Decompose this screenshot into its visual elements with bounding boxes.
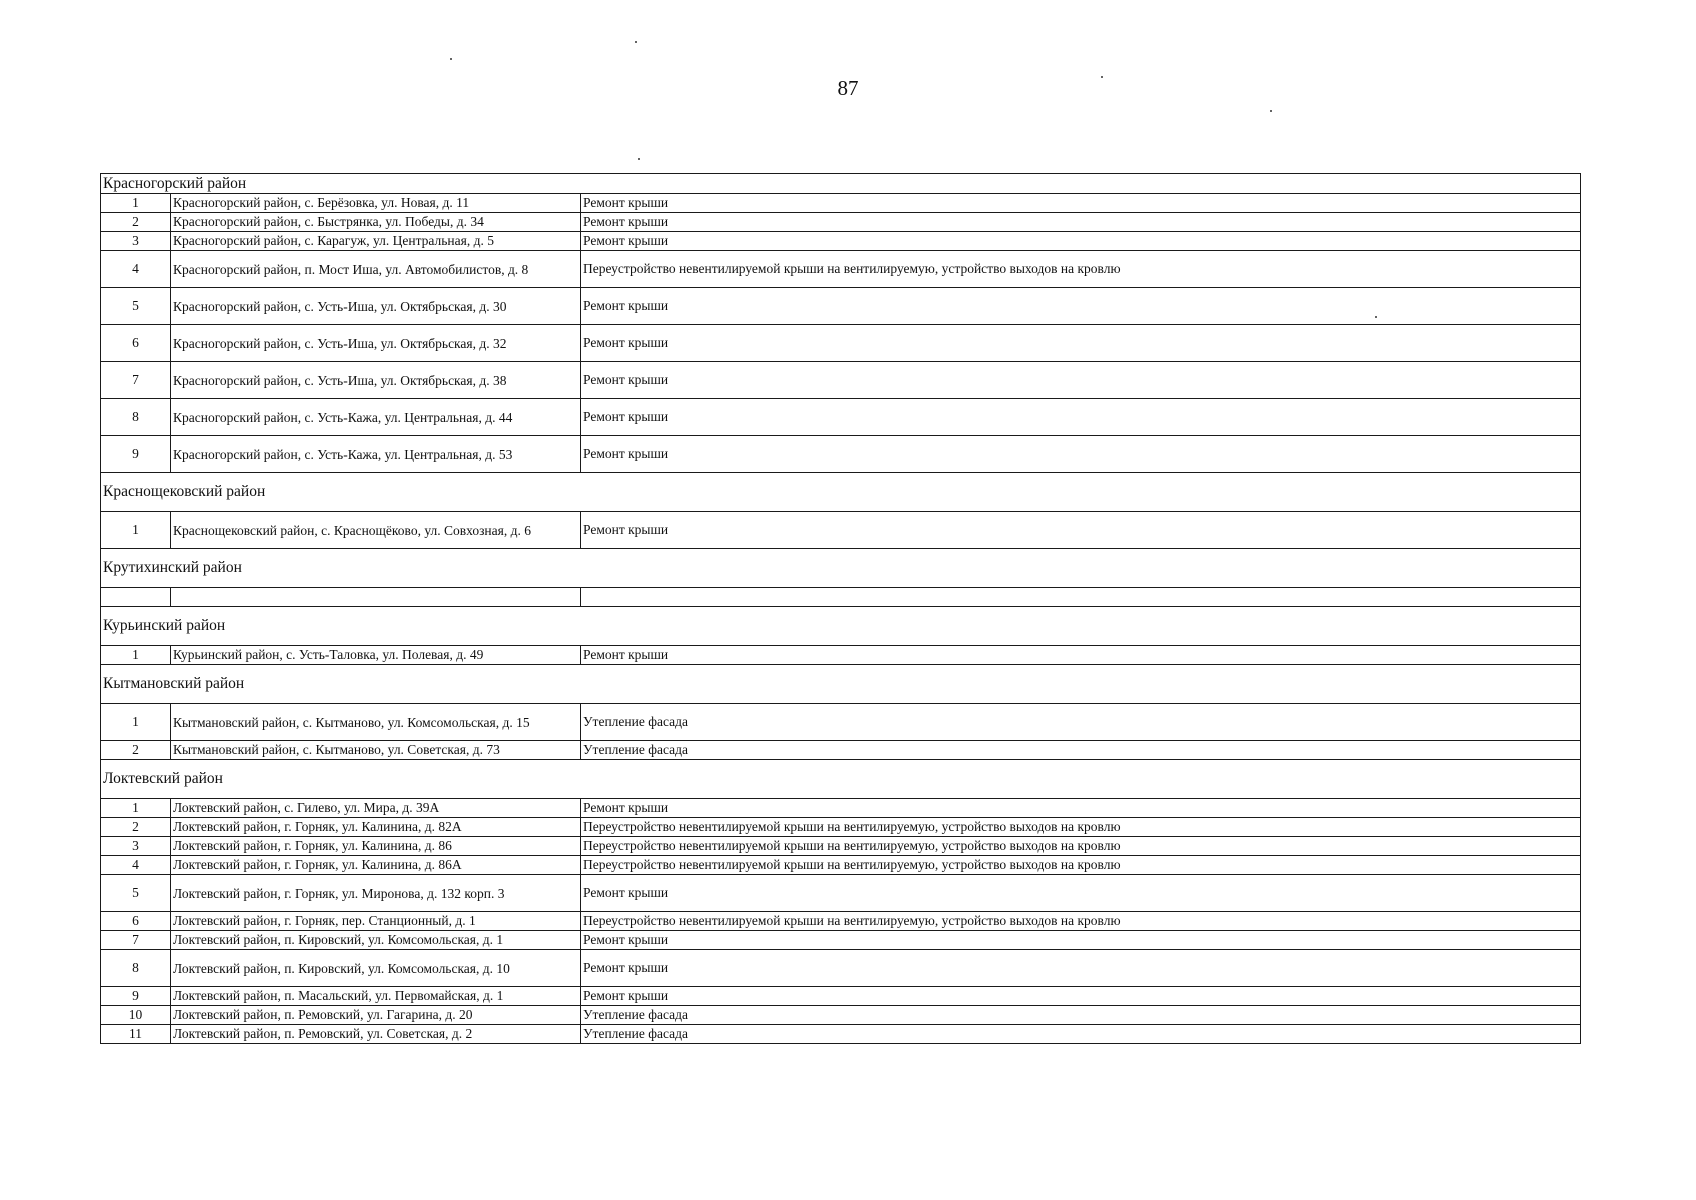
row-number: 3 [101, 232, 171, 251]
row-address: Локтевский район, п. Кировский, ул. Комсомольская, д. 10 [171, 950, 581, 987]
table-row [101, 512, 1581, 549]
row-work-type: Переустройство невентилируемой крыши на вентилируемую, устройство выходов на кровлю [581, 837, 1581, 856]
table-row [101, 1025, 1581, 1044]
row-address: Красногорский район, с. Берёзовка, ул. Новая, д. 11 [171, 194, 581, 213]
table-row [101, 818, 1581, 837]
row-number: 7 [101, 362, 171, 399]
row-number: 4 [101, 856, 171, 875]
row-number: 8 [101, 950, 171, 987]
row-number: 2 [101, 818, 171, 837]
row-address: Локтевский район, г. Горняк, ул. Калинина, д. 82А [171, 818, 581, 837]
row-work-type: Переустройство невентилируемой крыши на вентилируемую, устройство выходов на кровлю [581, 912, 1581, 931]
table-row [101, 232, 1581, 251]
row-work-type: Ремонт крыши [581, 288, 1581, 325]
row-address: Локтевский район, п. Ремовский, ул. Гагарина, д. 20 [171, 1006, 581, 1025]
row-address: Красногорский район, с. Усть-Кажа, ул. Центральная, д. 44 [171, 399, 581, 436]
row-number: 6 [101, 912, 171, 931]
row-work-type-empty [581, 588, 1581, 607]
table-row [101, 987, 1581, 1006]
row-work-type: Ремонт крыши [581, 931, 1581, 950]
district-header-row [101, 607, 1581, 646]
table-row [101, 912, 1581, 931]
row-number: 1 [101, 194, 171, 213]
scan-speck [638, 158, 640, 160]
row-address: Красногорский район, с. Карагуж, ул. Центральная, д. 5 [171, 232, 581, 251]
row-address: Кытмановский район, с. Кытманово, ул. Советская, д. 73 [171, 741, 581, 760]
table-row [101, 741, 1581, 760]
row-address: Локтевский район, г. Горняк, ул. Миронова, д. 132 корп. 3 [171, 875, 581, 912]
table-row [101, 194, 1581, 213]
row-work-type: Ремонт крыши [581, 436, 1581, 473]
district-name: Курьинский район [101, 607, 1581, 646]
row-address: Курьинский район, с. Усть-Таловка, ул. Полевая, д. 49 [171, 646, 581, 665]
row-work-type: Ремонт крыши [581, 213, 1581, 232]
district-header-row [101, 549, 1581, 588]
table-row [101, 325, 1581, 362]
row-address: Красногорский район, с. Усть-Иша, ул. Октябрьская, д. 38 [171, 362, 581, 399]
row-number: 8 [101, 399, 171, 436]
row-work-type: Ремонт крыши [581, 399, 1581, 436]
row-address: Кытмановский район, с. Кытманово, ул. Комсомольская, д. 15 [171, 704, 581, 741]
row-work-type: Ремонт крыши [581, 646, 1581, 665]
table-row [101, 837, 1581, 856]
row-address: Красногорский район, с. Усть-Кажа, ул. Центральная, д. 53 [171, 436, 581, 473]
row-address: Локтевский район, с. Гилево, ул. Мира, д. 39А [171, 799, 581, 818]
table-row [101, 875, 1581, 912]
row-address: Локтевский район, г. Горняк, пер. Станционный, д. 1 [171, 912, 581, 931]
scan-speck [1270, 110, 1272, 112]
table-row [101, 799, 1581, 818]
row-number: 1 [101, 512, 171, 549]
row-work-type: Утепление фасада [581, 741, 1581, 760]
works-register-table [100, 173, 1581, 1044]
scan-speck [450, 58, 452, 60]
row-work-type: Ремонт крыши [581, 799, 1581, 818]
row-work-type: Ремонт крыши [581, 194, 1581, 213]
table-row [101, 436, 1581, 473]
table-row [101, 646, 1581, 665]
district-header-row [101, 760, 1581, 799]
table-row [101, 399, 1581, 436]
row-number: 5 [101, 288, 171, 325]
table-row [101, 251, 1581, 288]
row-address: Красногорский район, с. Быстрянка, ул. Победы, д. 34 [171, 213, 581, 232]
district-name: Красногорский район [101, 174, 1581, 194]
district-header-row [101, 473, 1581, 512]
district-name: Крутихинский район [101, 549, 1581, 588]
row-work-type: Ремонт крыши [581, 325, 1581, 362]
row-address: Красногорский район, с. Усть-Иша, ул. Октябрьская, д. 32 [171, 325, 581, 362]
row-number: 9 [101, 436, 171, 473]
row-address: Локтевский район, г. Горняк, ул. Калинина, д. 86 [171, 837, 581, 856]
table-row [101, 362, 1581, 399]
row-number: 1 [101, 646, 171, 665]
district-name: Локтевский район [101, 760, 1581, 799]
row-number: 3 [101, 837, 171, 856]
row-work-type: Ремонт крыши [581, 950, 1581, 987]
row-number: 2 [101, 213, 171, 232]
row-work-type: Утепление фасада [581, 704, 1581, 741]
table-row [101, 704, 1581, 741]
table-row [101, 1006, 1581, 1025]
row-work-type: Ремонт крыши [581, 987, 1581, 1006]
row-address: Локтевский район, п. Масальский, ул. Первомайская, д. 1 [171, 987, 581, 1006]
row-address: Красногорский район, п. Мост Иша, ул. Автомобилистов, д. 8 [171, 251, 581, 288]
empty-table-row [101, 588, 1581, 607]
table-row [101, 950, 1581, 987]
district-header-row [101, 665, 1581, 704]
district-name: Краснощековский район [101, 473, 1581, 512]
table-row [101, 288, 1581, 325]
scan-speck [1101, 76, 1103, 78]
row-number: 9 [101, 987, 171, 1006]
row-work-type: Ремонт крыши [581, 362, 1581, 399]
row-address: Краснощековский район, с. Краснощёково, ул. Совхозная, д. 6 [171, 512, 581, 549]
row-number: 6 [101, 325, 171, 362]
row-work-type: Ремонт крыши [581, 875, 1581, 912]
row-number-empty [101, 588, 171, 607]
row-work-type: Переустройство невентилируемой крыши на вентилируемую, устройство выходов на кровлю [581, 818, 1581, 837]
row-work-type: Утепление фасада [581, 1025, 1581, 1044]
row-number: 10 [101, 1006, 171, 1025]
row-address: Локтевский район, г. Горняк, ул. Калинина, д. 86А [171, 856, 581, 875]
row-work-type: Ремонт крыши [581, 232, 1581, 251]
table-row [101, 856, 1581, 875]
row-number: 7 [101, 931, 171, 950]
row-number: 1 [101, 799, 171, 818]
page-number: 87 [837, 76, 859, 100]
table-row [101, 931, 1581, 950]
row-number: 1 [101, 704, 171, 741]
row-work-type: Переустройство невентилируемой крыши на вентилируемую, устройство выходов на кровлю [581, 251, 1581, 288]
row-address: Локтевский район, п. Кировский, ул. Комсомольская, д. 1 [171, 931, 581, 950]
table-row [101, 213, 1581, 232]
row-address: Красногорский район, с. Усть-Иша, ул. Октябрьская, д. 30 [171, 288, 581, 325]
row-work-type: Утепление фасада [581, 1006, 1581, 1025]
row-address: Локтевский район, п. Ремовский, ул. Советская, д. 2 [171, 1025, 581, 1044]
row-work-type: Ремонт крыши [581, 512, 1581, 549]
row-number: 5 [101, 875, 171, 912]
row-number: 4 [101, 251, 171, 288]
scan-speck [635, 41, 637, 43]
row-number: 2 [101, 741, 171, 760]
row-work-type: Переустройство невентилируемой крыши на вентилируемую, устройство выходов на кровлю [581, 856, 1581, 875]
district-header-row [101, 174, 1581, 194]
district-name: Кытмановский район [101, 665, 1581, 704]
row-address-empty [171, 588, 581, 607]
row-number: 11 [101, 1025, 171, 1044]
